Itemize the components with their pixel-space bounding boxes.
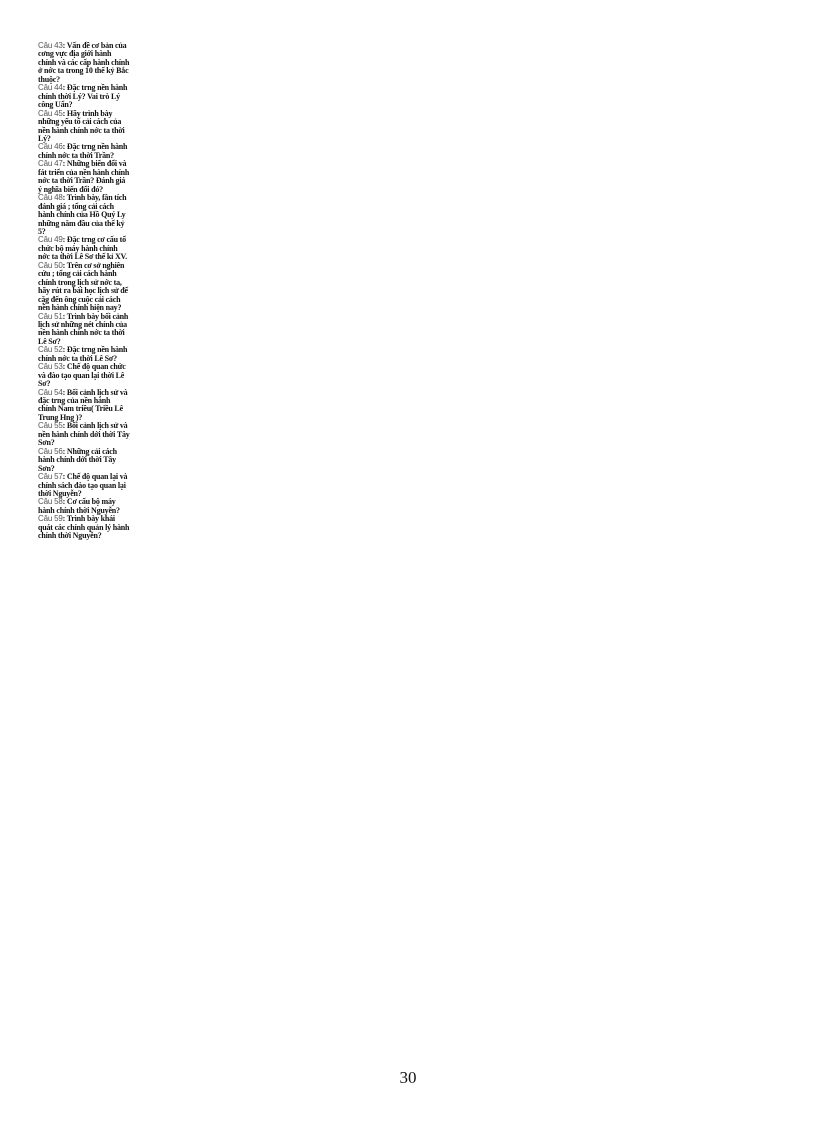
question-item [38, 363, 130, 388]
question-item [38, 389, 130, 423]
question-item [38, 42, 130, 84]
question-label: Câu 56 [38, 446, 63, 456]
question-label: Câu 46 [38, 142, 63, 152]
question-text: : Hãy trình bày những yếu tố cải cách của nền hành chính nớc ta thời Lý? [38, 108, 125, 143]
question-text: : Bối cảnh lịch sử và nền hành chính dới thời Tây Sơn? [38, 421, 130, 448]
question-label: Câu 45 [38, 108, 63, 118]
question-text: : Trình bày bối cảnh lịch sử những nét chính của nền hành chính nớc ta thời Lê Sơ? [38, 311, 129, 346]
question-label: Câu 48 [38, 193, 63, 203]
question-text: : Đặc trng cơ cấu tổ chức bộ máy hành chính nớc ta thời Lê Sơ thế kỉ XV. [38, 235, 127, 262]
question-item [38, 262, 130, 313]
question-label: Câu 53 [38, 362, 63, 372]
question-text: : Đặc trng nền hành chính nớc ta thời Lê Sơ? [38, 345, 128, 363]
question-item [38, 194, 130, 236]
question-label: Câu 59 [38, 514, 63, 524]
question-text: : Những cải cách hành chính dới thời Tây Sơn? [38, 446, 117, 473]
question-text: : Cơ cấu bộ máy hành chính thời Nguyễn? [38, 497, 120, 515]
question-item [38, 236, 130, 261]
question-label: Câu 43 [38, 41, 63, 50]
question-text: : Đặc trng nền hành chính thời Lý? Vai trò Lý công Uẩn? [38, 83, 128, 110]
question-item [38, 498, 130, 515]
question-label: Câu 58 [38, 497, 63, 507]
question-text: : Chế độ quan lại và chính sách đào tạo quan lại thời Nguyễn? [38, 472, 128, 499]
question-list [38, 42, 130, 541]
question-item [38, 143, 130, 160]
question-text: : Vấn đề cơ bản của cơng vực địa giới hành chính và các cấp hành chính ở nớc ta trong 10 thế kỷ Bắc thuộc? [38, 41, 130, 84]
question-item [38, 346, 130, 363]
question-label: Câu 55 [38, 421, 63, 431]
question-label: Câu 44 [38, 83, 63, 93]
question-item [38, 448, 130, 473]
question-text: : Trình bày khái quát các chính quản lý hành chính thời Nguyễn? [38, 514, 130, 541]
question-text: : Chế độ quan chức và đào tạo quan lại thời Lê Sơ? [38, 362, 126, 389]
question-label: Câu 52 [38, 345, 63, 355]
question-item [38, 473, 130, 498]
question-text: : Bối cảnh lịch sử và đặc trng của nền hành chính Nam triều( Triều Lê Trung Hng )? [38, 387, 128, 422]
question-text: : Trên cơ sở nghiên cứu ; tổng cải cách hành chính trong lịch sử nớc ta, hãy rút ra bài học lịch sử để cặg đến ông cuộc cải cách nền hành chính hiện nay? [38, 260, 128, 313]
question-label: Câu 54 [38, 387, 63, 397]
question-item [38, 84, 130, 109]
question-label: Câu 47 [38, 159, 63, 169]
question-item [38, 515, 130, 540]
question-label: Câu 57 [38, 472, 63, 482]
question-item [38, 110, 130, 144]
question-item [38, 313, 130, 347]
question-text: : Trình bày, fân tích đánh giá ; tổng cải cách hành chính của Hồ Quý Ly những năm đầu của thế kỷ 5? [38, 193, 127, 236]
page-number: 30 [399, 1068, 417, 1087]
question-item [38, 160, 130, 194]
question-label: Câu 51 [38, 311, 63, 321]
question-label: Câu 49 [38, 235, 63, 245]
question-label: Câu 50 [38, 260, 63, 270]
question-text: : Đặc trng nền hành chính nớc ta thời Trần? [38, 142, 128, 160]
question-item [38, 422, 130, 447]
question-text: : Những biến đổi và fát triển của nền hành chính nớc ta thời Trần? Đánh giá ý nghĩa biến đổi đó? [38, 159, 130, 194]
